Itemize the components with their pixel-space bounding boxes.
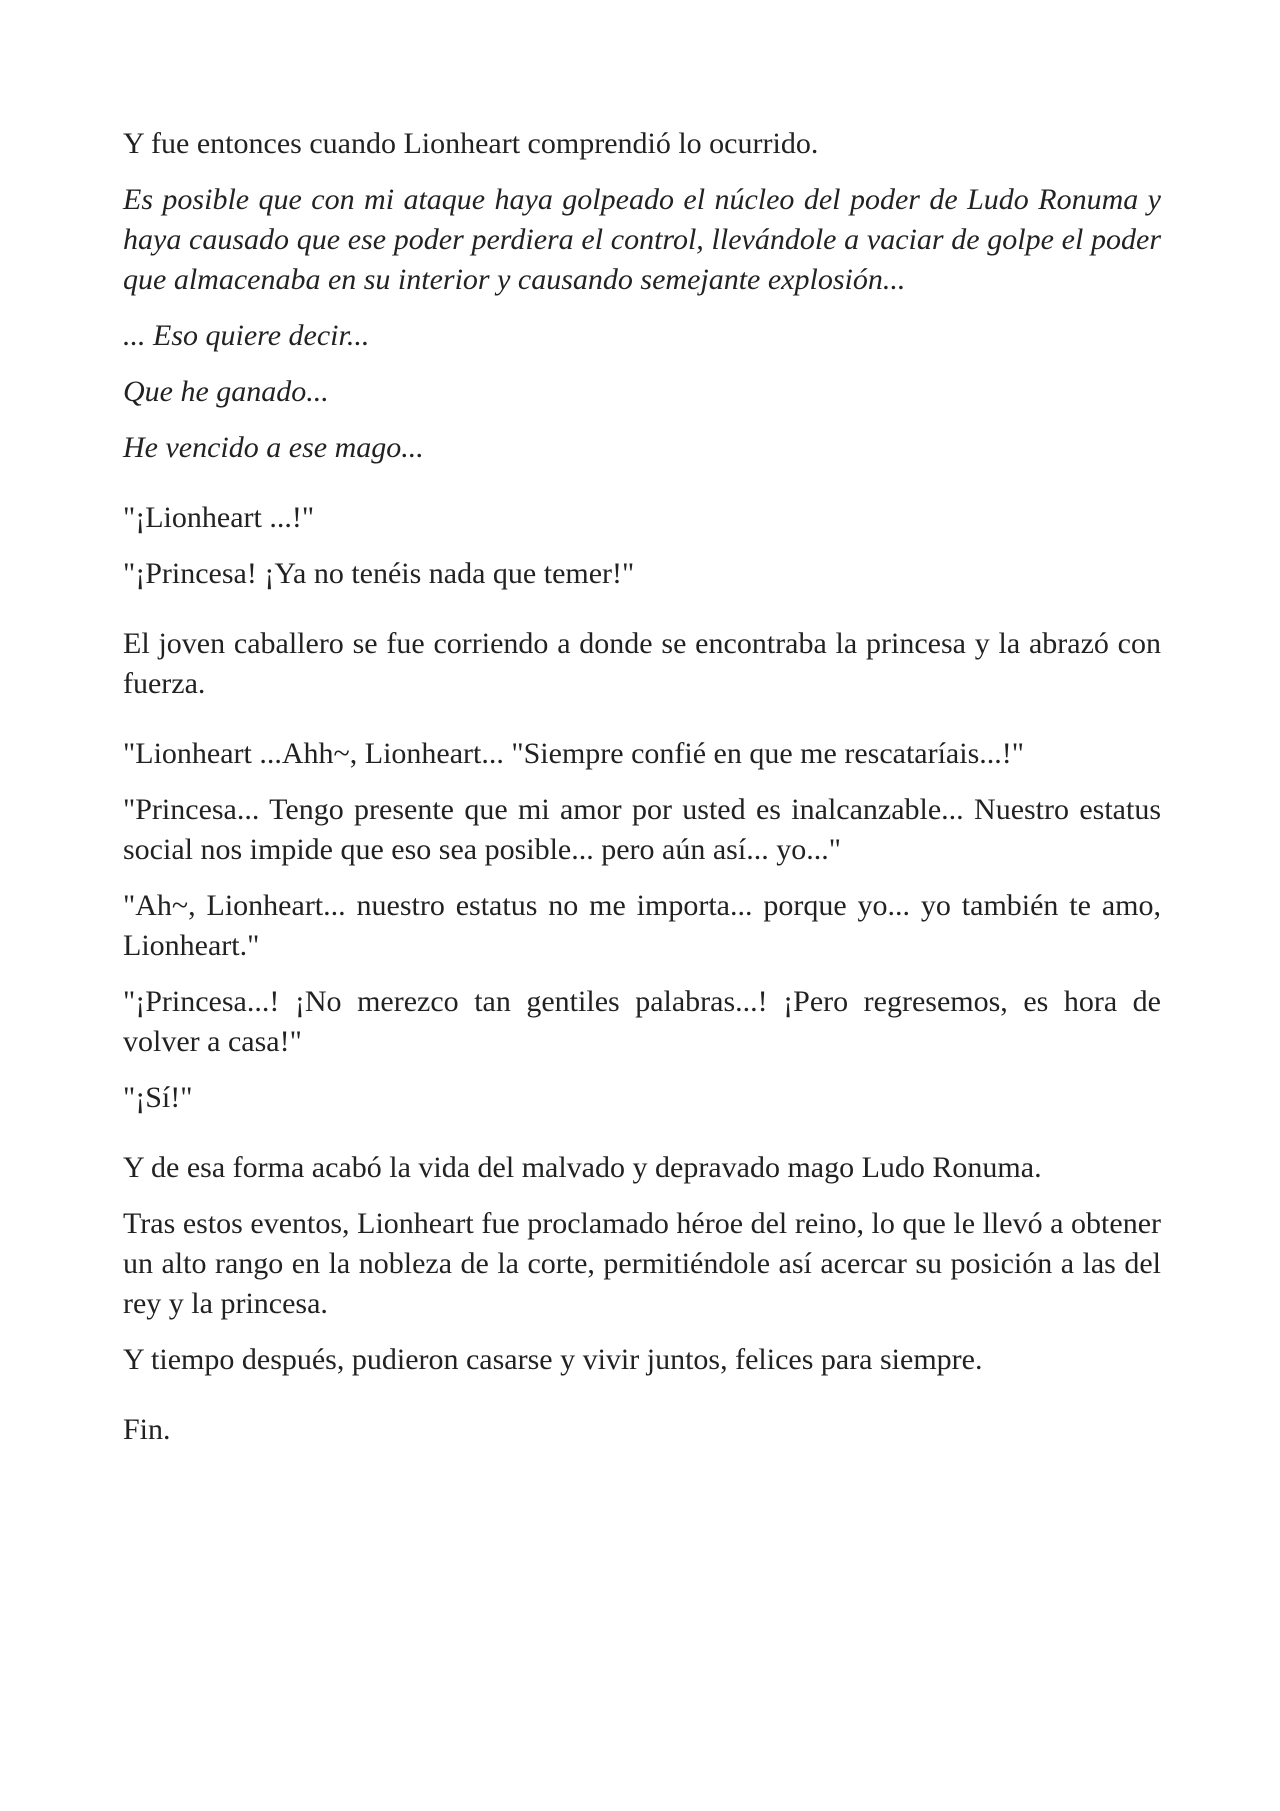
paragraph-13-dialogue: "¡Sí!" <box>123 1081 193 1114</box>
paragraph-7-dialogue: "¡Princesa! ¡Ya no tenéis nada que temer!" <box>123 557 635 590</box>
paragraph-15: Tras estos eventos, Lionheart fue proclamado héroe del reino, lo que le llevó a obtener un alto rango en la nobleza de la corte, permitiéndole así acercar su posición a las del rey y la princesa. <box>123 1207 1161 1320</box>
paragraph-16: Y tiempo después, pudieron casarse y vivir juntos, felices para siempre. <box>123 1343 983 1376</box>
document-page <box>123 124 1161 1466</box>
paragraph-8: El joven caballero se fue corriendo a donde se encontraba la princesa y la abrazó con fuerza. <box>123 627 1161 700</box>
paragraph-10-dialogue: "Princesa... Tengo presente que mi amor por usted es inalcanzable... Nuestro estatus social nos impide que eso sea posible... pero aún así... yo..." <box>123 793 1161 866</box>
paragraph-11-dialogue: "Ah~, Lionheart... nuestro estatus no me importa... porque yo... yo también te amo, Lionheart." <box>123 889 1161 962</box>
paragraph-6-dialogue: "¡Lionheart ...!" <box>123 501 315 534</box>
paragraph-12-dialogue: "¡Princesa...! ¡No merezco tan gentiles palabras...! ¡Pero regresemos, es hora de volver a casa!" <box>123 985 1161 1058</box>
paragraph-1: Y fue entonces cuando Lionheart comprendió lo ocurrido. <box>123 127 819 160</box>
paragraph-end: Fin. <box>123 1413 171 1446</box>
paragraph-2-thought: Es posible que con mi ataque haya golpeado el núcleo del poder de Ludo Ronuma y haya causado que ese poder perdiera el control, llevándole a vaciar de golpe el poder que almacenaba en su interior y causando semejante explosión... <box>123 183 1161 296</box>
paragraph-5-thought: He vencido a ese mago... <box>123 431 424 464</box>
paragraph-4-thought: Que he ganado... <box>123 375 329 408</box>
paragraph-14: Y de esa forma acabó la vida del malvado y depravado mago Ludo Ronuma. <box>123 1151 1042 1184</box>
paragraph-3-thought: ... Eso quiere decir... <box>123 319 370 352</box>
paragraph-9-dialogue: "Lionheart ...Ahh~, Lionheart... "Siempre confié en que me rescataríais...!" <box>123 737 1024 770</box>
